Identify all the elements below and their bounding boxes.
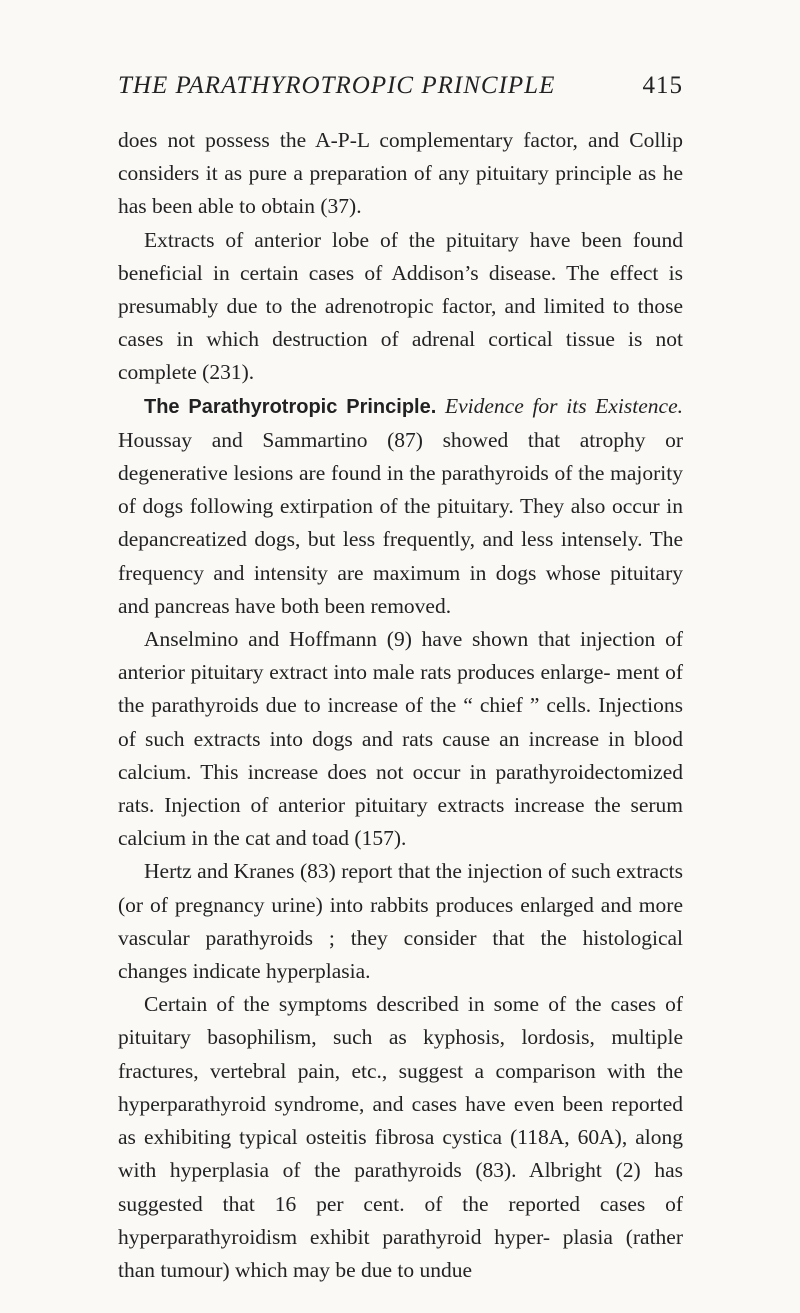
section-subheading: Evidence for its Existence. [444, 393, 684, 418]
paragraph-parathyrotropic-body: Houssay and Sammartino (87) showed that atrophy or degenerative lesions are found in the parathyroids of the majority of dogs following extirpation of the pituitary. They also occur in depancreatized dogs, but less frequently, and less intensely. The frequency and intensity are maximum in dogs whose pituitary and pancreas have both been removed. [118, 427, 683, 618]
paragraph-addisons: Extracts of anterior lobe of the pituitary have been found beneficial in certain cases of Addison’s disease. The effect is presumably due to the adrenotropic factor, and limited to those cases in which destruction of adrenal cortical tissue is not complete (231). [118, 227, 683, 385]
paragraph-hertz: Hertz and Kranes (83) report that the injection of such extracts (or of pregnancy urine) into rabbits produces enlarged and more vascular parathyroids ; they consider that the histological changes indicate hyperplasia. [118, 859, 683, 984]
section-heading: The Parathyrotropic Principle. [144, 395, 437, 418]
body-text [118, 124, 683, 1287]
paragraph-anselmino: Anselmino and Hoffmann (9) have shown that injection of anterior pituitary extract into male rats produces enlarge- ment of the parathyroids due to increase of the “ chief ” cells. Injections of such extracts into dogs and rats cause an increase in blood calcium. This increase does not occur in parathyroidectomized rats. Injection of anterior pituitary extracts increase the serum calcium in the cat and toad (157). [118, 627, 683, 851]
paragraph-continuation: does not possess the A-P-L complementary factor, and Collip considers it as pure a preparation of any pituitary principle as he has been able to obtain (37). [118, 128, 683, 219]
running-header [118, 66, 683, 106]
running-title: THE PARATHYROTROPIC PRINCIPLE [118, 72, 556, 99]
page-number: 415 [642, 72, 683, 99]
paragraph-basophilism: Certain of the symptoms described in some of the cases of pituitary basophilism, such as kyphosis, lordosis, multiple fractures, vertebral pain, etc., suggest a comparison with the hyperparathyroid syndrome, and cases have even been reported as exhibiting typical osteitis fibrosa cystica (118A, 60A), along with hyperplasia of the parathyroids (83). Albright (2) has suggested that 16 per cent. of the reported cases of hyperparathyroidism exhibit parathyroid hyper- plasia (rather than tumour) which may be due to undue [118, 992, 683, 1282]
paragraph-parathyrotropic [118, 390, 683, 623]
